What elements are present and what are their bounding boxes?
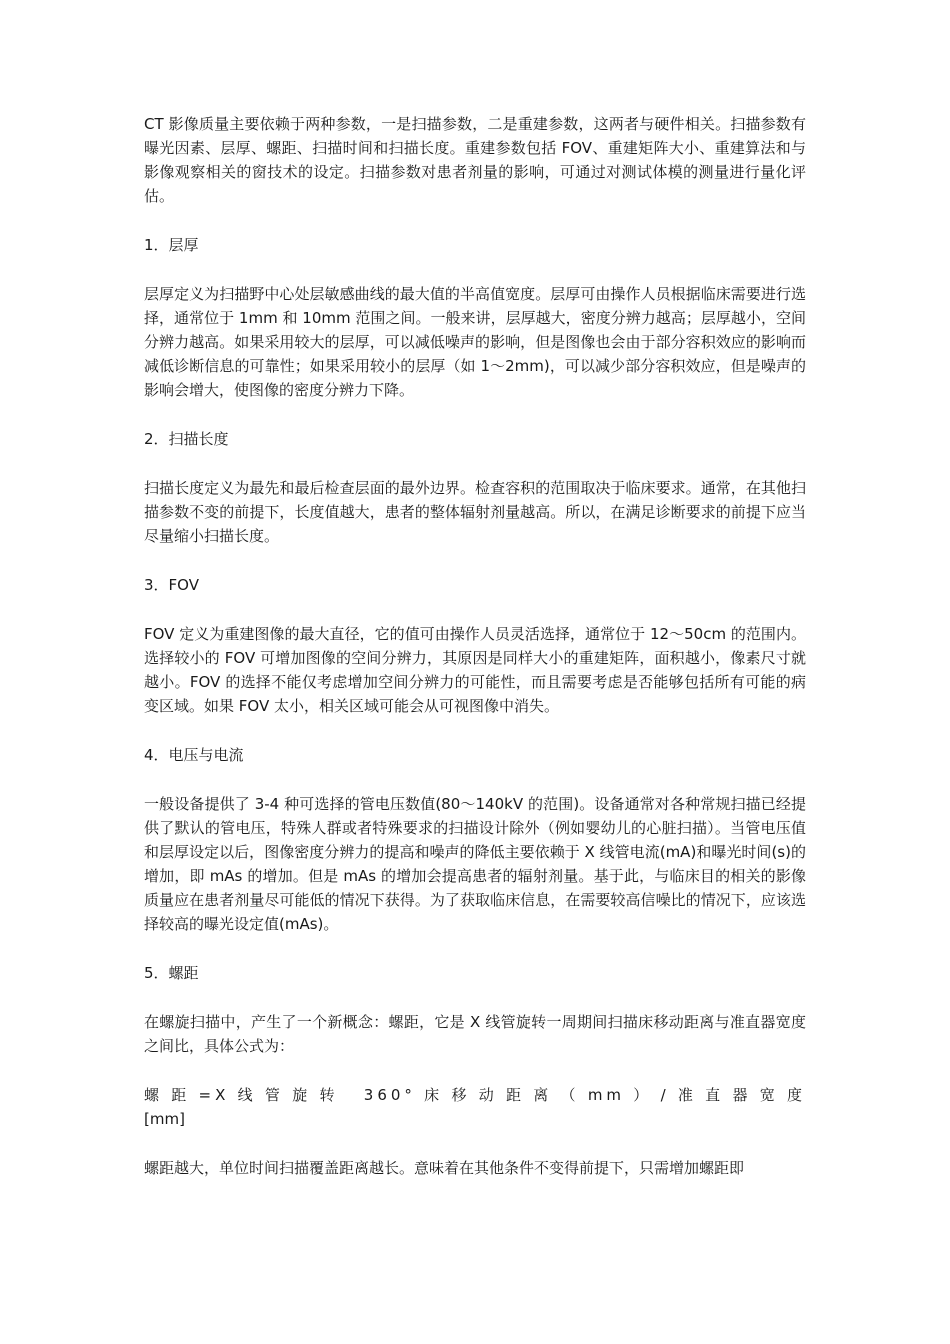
pitch-formula (144, 1083, 806, 1131)
section-body-pitch: 在螺旋扫描中，产生了一个新概念：螺距，它是 X 线管旋转一周期间扫描床移动距离与准直器宽度之间比，具体公式为： (144, 1013, 806, 1055)
closing-paragraph: 螺距越大，单位时间扫描覆盖距离越长。意味着在其他条件不变得前提下，只需增加螺距即 (144, 1159, 745, 1177)
section-body-fov: FOV 定义为重建图像的最大直径，它的值可由操作人员灵活选择，通常位于 12～50cm 的范围内。选择较小的 FOV 可增加图像的空间分辨力，其原因是同样大小的重建矩阵，面积越小，像素尺寸就越小。FOV 的选择不能仅考虑增加空间分辨力的可能性，而且需要考虑是否能够包括所有可能的病变区域。如果 FOV 太小，相关区域可能会从可视图像中消失。 (144, 625, 806, 715)
document-page (144, 112, 806, 1205)
intro-paragraph: CT 影像质量主要依赖于两种参数，一是扫描参数，二是重建参数，这两者与硬件相关。扫描参数有曝光因素、层厚、螺距、扫描时间和扫描长度。重建参数包括 FOV、重建矩阵大小、重建算法和与影像观察相关的窗技术的设定。扫描参数对患者剂量的影响，可通过对测试体模的测量进行量化评估。 (144, 115, 806, 205)
section-heading-scan-length: 2．扫描长度 (144, 430, 229, 448)
section-heading-fov: 3．FOV (144, 576, 199, 594)
section-body-slice-thickness: 层厚定义为扫描野中心处层敏感曲线的最大值的半高值宽度。层厚可由操作人员根据临床需要进行选择，通常位于 1mm 和 10mm 范围之间。一般来讲，层厚越大，密度分辨力越高；层厚越小，空间分辨力越高。如果采用较大的层厚，可以减低噪声的影响，但是图像也会由于部分容积效应的影响而减低诊断信息的可靠性；如果采用较小的层厚（如 1～2mm)，可以减少部分容积效应，但是噪声的影响会增大，使图像的密度分辨力下降。 (144, 285, 806, 399)
pitch-formula-line1: 螺距=X线管旋转 360°床移动距离（mm）/准直器宽度 (144, 1086, 806, 1104)
section-heading-slice-thickness: 1．层厚 (144, 236, 199, 254)
section-body-voltage-current: 一般设备提供了 3-4 种可选择的管电压数值(80～140kV 的范围)。设备通常对各种常规扫描已经提供了默认的管电压，特殊人群或者特殊要求的扫描设计除外（例如婴幼儿的心脏扫描）。当管电压值和层厚设定以后，图像密度分辨力的提高和噪声的降低主要依赖于 X 线管电流(mA)和曝光时间(s)的增加，即 mAs 的增加。但是 mAs 的增加会提高患者的辐射剂量。基于此，与临床目的相关的影像质量应在患者剂量尽可能低的情况下获得。为了获取临床信息，在需要较高信噪比的情况下，应该选择较高的曝光设定值(mAs)。 (144, 795, 806, 933)
pitch-formula-line2: [mm] (144, 1110, 185, 1128)
section-body-scan-length: 扫描长度定义为最先和最后检查层面的最外边界。检查容积的范围取决于临床要求。通常，在其他扫描参数不变的前提下，长度值越大，患者的整体辐射剂量越高。所以，在满足诊断要求的前提下应当尽量缩小扫描长度。 (144, 479, 806, 545)
section-heading-pitch: 5．螺距 (144, 964, 199, 982)
section-heading-voltage-current: 4．电压与电流 (144, 746, 244, 764)
